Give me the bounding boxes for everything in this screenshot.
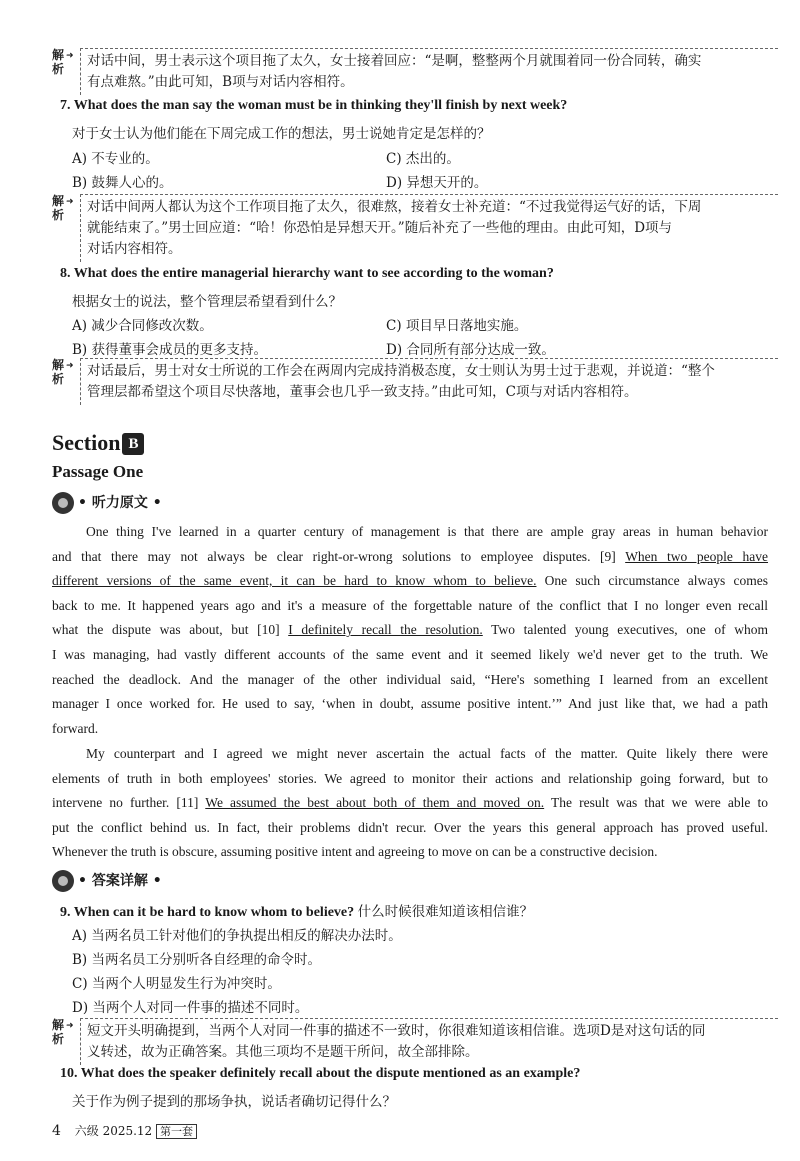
question-8-cn: 根据女士的说法，整个管理层希望看到什么？: [72, 294, 342, 310]
analysis-tag: 解析 ➜: [52, 358, 74, 386]
analysis-tag: 解析 ➜: [52, 1018, 74, 1046]
q8-option-d: D) 合同所有部分达成一致。: [386, 342, 555, 358]
q9-option-d: D) 当两个人对同一件事的描述不同时。: [72, 1000, 309, 1016]
analysis-text: 对话中间，男士表示这个项目拖了太久，女士接着回应：“是啊，整整两个月就围着同一份合同转，确实 有点难熬。”由此可知，B项与对话内容相符。: [80, 48, 778, 95]
question-7: 7. What does the man say the woman must be in thinking they'll finish by next week?: [60, 98, 568, 113]
passage-title: Passage One: [52, 462, 144, 481]
underlined-key-sentence: When two people have: [625, 548, 769, 564]
q7-option-d: D) 异想天开的。: [386, 175, 488, 191]
header-answer-explanation: • 答案详解 •: [52, 870, 162, 894]
underlined-key-sentence: different versions of the same event, it can be hard to know whom to believe.: [52, 573, 537, 589]
section-heading: Section B: [52, 430, 144, 456]
analysis-text: 对话中间两人都认为这个工作项目拖了太久，很难熬，接着女士补充道：“不过我觉得运气好的话，下周 就能结束了。”男士回应道：“哈！你恐怕是异想天开。”随后补充了一些他的理由。由此可知，D项与 对话内容相符。: [80, 194, 778, 262]
q7-option-b: B) 鼓舞人心的。: [72, 175, 173, 191]
q8-option-b: B) 获得董事会成员的更多支持。: [72, 342, 267, 358]
q8-option-a: A) 减少合同修改次数。: [72, 318, 213, 334]
lightbulb-icon: [52, 870, 74, 892]
q9-option-c: C) 当两个人明显发生行为冲突时。: [72, 976, 281, 992]
analysis-tag: 解析 ➜: [52, 194, 74, 222]
issue-label: 六级 2025.12: [74, 1124, 153, 1138]
analysis-text: 对话最后，男士对女士所说的工作会在两周内完成持消极态度，女士则认为男士过于悲观，并说道：“整个 管理层都希望这个项目尽快落地，董事会也几乎一致支持。”由此可知，C项与对话内容相符。: [80, 358, 778, 405]
question-7-cn: 对于女士认为他们能在下周完成工作的想法，男士说她肯定是怎样的？: [72, 126, 491, 142]
headphone-icon: [52, 492, 74, 514]
question-9: 9. When can it be hard to know whom to believe? 什么时候很难知道该相信谁？: [60, 904, 534, 920]
section-letter-badge: B: [122, 433, 144, 455]
q7-option-a: A) 不专业的。: [72, 151, 159, 167]
underlined-key-sentence: We assumed the best about both of them and moved on.: [205, 795, 545, 811]
q7-option-c: C) 杰出的。: [386, 151, 460, 167]
question-8: 8. What does the entire managerial hierarchy want to see according to the woman?: [60, 266, 554, 281]
passage-paragraph-1: One thing I've learned in a quarter century of management is that there are ample gray areas in human behavior and that there may not always be clear right-or-wrong solutions to employee disputes. [9] When two people have different versions of the same event, it can be hard to know whom to believe. One such circumstance always comes back to me. It happened years ago and it's a measure of the forgettable nature of the conflict that I no longer even recall what the dispute was about, but [10] I definitely recall the resolution. Two talented young executives, one of whom I was managing, had vastly different accounts of the same event and it seemed likely we'd never get to the truth. We reached the deadlock. And the manager of the other individual said, “Here's something I learned from an excellent manager I once worked for. He used to say, ‘when in doubt, assume positive intent.’” And just like that, we had a path forward.: [52, 524, 769, 736]
q9-option-a: A) 当两名员工针对他们的争执提出相反的解决办法时。: [72, 928, 402, 944]
analysis-tag: 解析 ➜: [52, 48, 74, 76]
page-footer: [52, 1122, 197, 1139]
passage-paragraph-2: My counterpart and I agreed we might never ascertain the actual facts of the matter. Quite likely there were elements of truth in both employees' stories. We agreed to monitor their actions and relationship going forward, but to intervene no further. [11] We assumed the best about both of them and moved on. The result was that we were able to put the conflict behind us. In fact, their problems didn't recur. Over the years this general approach has proved useful. Whenever the truth is obscure, assuming positive intent and agreeing to move on can be a constructive decision.: [52, 746, 768, 860]
analysis-text: 短文开头明确提到，当两个人对同一件事的描述不一致时，你很难知道该相信谁。选项D是对这句话的同 义转述，故为正确答案。其他三项均不是题干所问，故全部排除。: [80, 1018, 778, 1065]
page-number: 4: [52, 1123, 61, 1139]
question-10: 10. What does the speaker definitely recall about the dispute mentioned as an example?: [60, 1066, 581, 1081]
question-10-cn: 关于作为例子提到的那场争执，说话者确切记得什么？: [72, 1094, 396, 1110]
header-original-text: • 听力原文 •: [52, 492, 162, 516]
q8-option-c: C) 项目早日落地实施。: [386, 318, 528, 334]
set-label: 第一套: [156, 1124, 197, 1139]
underlined-key-sentence: I definitely recall the resolution.: [288, 622, 483, 638]
q9-option-b: B) 当两名员工分别听各自经理的命令时。: [72, 952, 321, 968]
